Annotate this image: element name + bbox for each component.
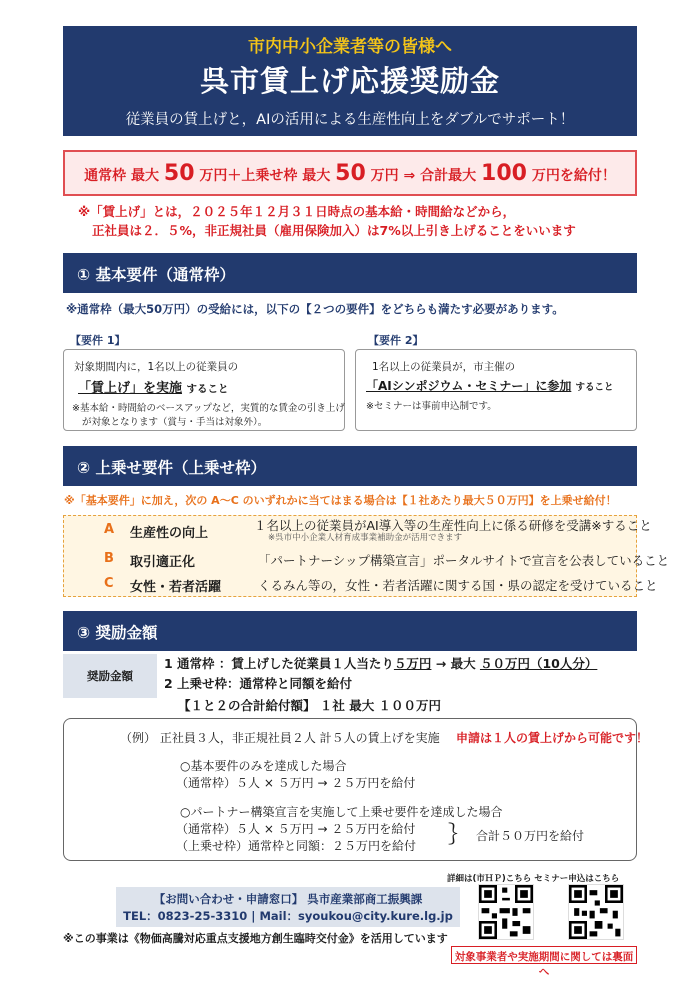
- req2-text: 1名以上の従業員が，市主催の: [372, 361, 516, 373]
- header-banner: [63, 26, 637, 136]
- amount-text: → 最大: [431, 656, 480, 671]
- amount-line-1: [164, 654, 597, 672]
- section-boost-requirements: [63, 446, 637, 486]
- example-brace: ｝: [448, 823, 471, 848]
- req1-note: ※基本給・時間給のベースアップなど，実質的な賃金の引き上げ: [72, 403, 345, 414]
- highlight-text: 万円＋上乗せ枠 最大: [199, 168, 331, 184]
- item-name: 女性・若者活躍: [130, 580, 222, 595]
- section1-note: ※通常枠（最大50万円）の受給には，以下の【２つの要件】をどちらも満たす必要があります。: [66, 302, 564, 316]
- amount-line-2: 2 上乗せ枠：通常枠と同額を給付: [164, 676, 353, 691]
- highlight-number: 100: [481, 161, 527, 186]
- see-back-text: 対象事業者や実施期間に関しては裏面へ: [454, 951, 634, 978]
- req1-highlight: 「賃上げ」を実施: [78, 381, 183, 396]
- req1-text: 対象期間内に，1名以上の従業員の: [74, 361, 239, 373]
- page-title: 呉市賃上げ応援奨励金: [199, 64, 500, 98]
- amount-label-cell: [63, 654, 157, 698]
- item-name: 取引適正化: [130, 555, 196, 570]
- amount-text: ５０万円（10人分）: [479, 656, 598, 671]
- section-basic-requirements: [63, 253, 637, 293]
- req2-note: ※セミナーは事前申込制です。: [366, 401, 497, 412]
- qr-code-seminar[interactable]: [568, 884, 624, 940]
- see-back-note: [451, 946, 637, 978]
- section-title: ① 基本要件（通常枠）: [77, 266, 236, 284]
- amount-text: 1 通常枠 ：賃上げした従業員１人当たり: [164, 656, 394, 671]
- highlight-text: 万円を給付！: [531, 168, 616, 184]
- funding-note: ※この事業は《物価高騰対応重点支援地方創生臨時交付金》を活用しています: [63, 932, 448, 945]
- item-name: 生産性の向上: [130, 526, 209, 541]
- example-total: 合計５０万円を給付: [476, 829, 585, 843]
- item-letter: C: [104, 576, 114, 591]
- page-subtitle: 従業員の賃上げと，AIの活用による生産性向上をダブルでサポート！: [125, 112, 575, 128]
- item-desc: くるみん等の，女性・若者活躍に関する国・県の認定を受けていること: [258, 578, 658, 593]
- amount-text: ５万円: [393, 656, 432, 671]
- qr-code-icon: [569, 885, 623, 939]
- req2-label: 【要件 2】: [368, 334, 424, 347]
- item-sub-note: ※呉市中小企業人材育成事業補助金が活用できます: [268, 533, 463, 543]
- contact-office: 【お問い合わせ・申請窓口】 呉市産業部商工振興課: [153, 892, 423, 906]
- example-note: 申請は１人の賃上げから可能です！: [456, 731, 649, 745]
- example-box: [63, 718, 649, 861]
- contact-box: [116, 887, 460, 927]
- example-case-2: ○パートナー構築宣言を実施して上乗せ要件を達成した場合: [180, 805, 503, 819]
- boost-requirements-table: [63, 515, 670, 597]
- amount-total: 【１と２の合計給付額】 １社 最大 １００万円: [178, 698, 442, 713]
- example-intro: （例） 正社員３人，非正規社員２人 計５人の賃上げを実施: [120, 731, 440, 745]
- qr-caption: 詳細は(市ＨＰ)こちら セミナー申込はこちら: [447, 874, 620, 884]
- amount-label: 奨励金額: [87, 669, 133, 683]
- section-award-amount: [63, 611, 637, 651]
- example-case-2-calc: （通常枠）５人 × ５万円 → ２５万円を給付: [176, 822, 416, 836]
- section-title: ③ 奨励金額: [77, 624, 158, 642]
- max-amount-highlight: [63, 150, 637, 196]
- section-title: ② 上乗せ要件（上乗せ枠）: [77, 459, 267, 477]
- item-desc: 「パートナーシップ構築宣言」ポータルサイトで宣言を公表していること: [258, 553, 670, 568]
- example-case-2-calc: （上乗せ枠）通常枠と同額：２５万円を給付: [176, 839, 417, 853]
- highlight-number: 50: [163, 161, 195, 186]
- req1-label: 【要件 1】: [70, 334, 126, 347]
- wage-definition-note: 正社員は２．５%，非正規社員（雇用保険加入）は7%以上引き上げることをいいます: [92, 223, 576, 238]
- example-case-1: ○基本要件のみを達成した場合: [180, 759, 347, 773]
- qr-code-icon: [479, 885, 533, 939]
- header-kicker: 市内中小企業者等の皆様へ: [248, 37, 452, 57]
- req2-suffix: すること: [575, 382, 614, 393]
- example-case-1-calc: （通常枠）５人 × ５万円 → ２５万円を給付: [176, 776, 416, 790]
- highlight-text: 万円 ⇒ 合計最大: [370, 168, 477, 184]
- wage-definition-note: ※「賃上げ」とは，２０２５年１２月３１日時点の基本給・時間給などから，: [78, 204, 516, 219]
- highlight-text: 通常枠 最大: [84, 168, 160, 184]
- item-letter: A: [104, 522, 115, 537]
- section2-note: ※「基本要件」に加え，次の A～C のいずれかに当てはまる場合は【１社あたり最大５０万円】を上乗せ給付！: [64, 494, 617, 507]
- req1-note: が対象となります（賞与・手当は対象外）。: [82, 417, 268, 428]
- contact-details[interactable]: TEL：0823-25-3310 | Mail：syoukou@city.kure.lg.jp: [123, 909, 453, 923]
- item-letter: B: [104, 551, 114, 566]
- requirement-1-box: [63, 349, 345, 431]
- req2-highlight: 「AIシンポジウム・セミナー」に参加: [366, 379, 572, 393]
- highlight-number: 50: [335, 161, 366, 186]
- item-desc: １名以上の従業員がAI導入等の生産性向上に係る研修を受講※すること: [254, 518, 652, 533]
- req1-suffix: すること: [186, 383, 229, 395]
- qr-code-website[interactable]: [478, 884, 534, 940]
- requirement-2-box: [355, 349, 637, 431]
